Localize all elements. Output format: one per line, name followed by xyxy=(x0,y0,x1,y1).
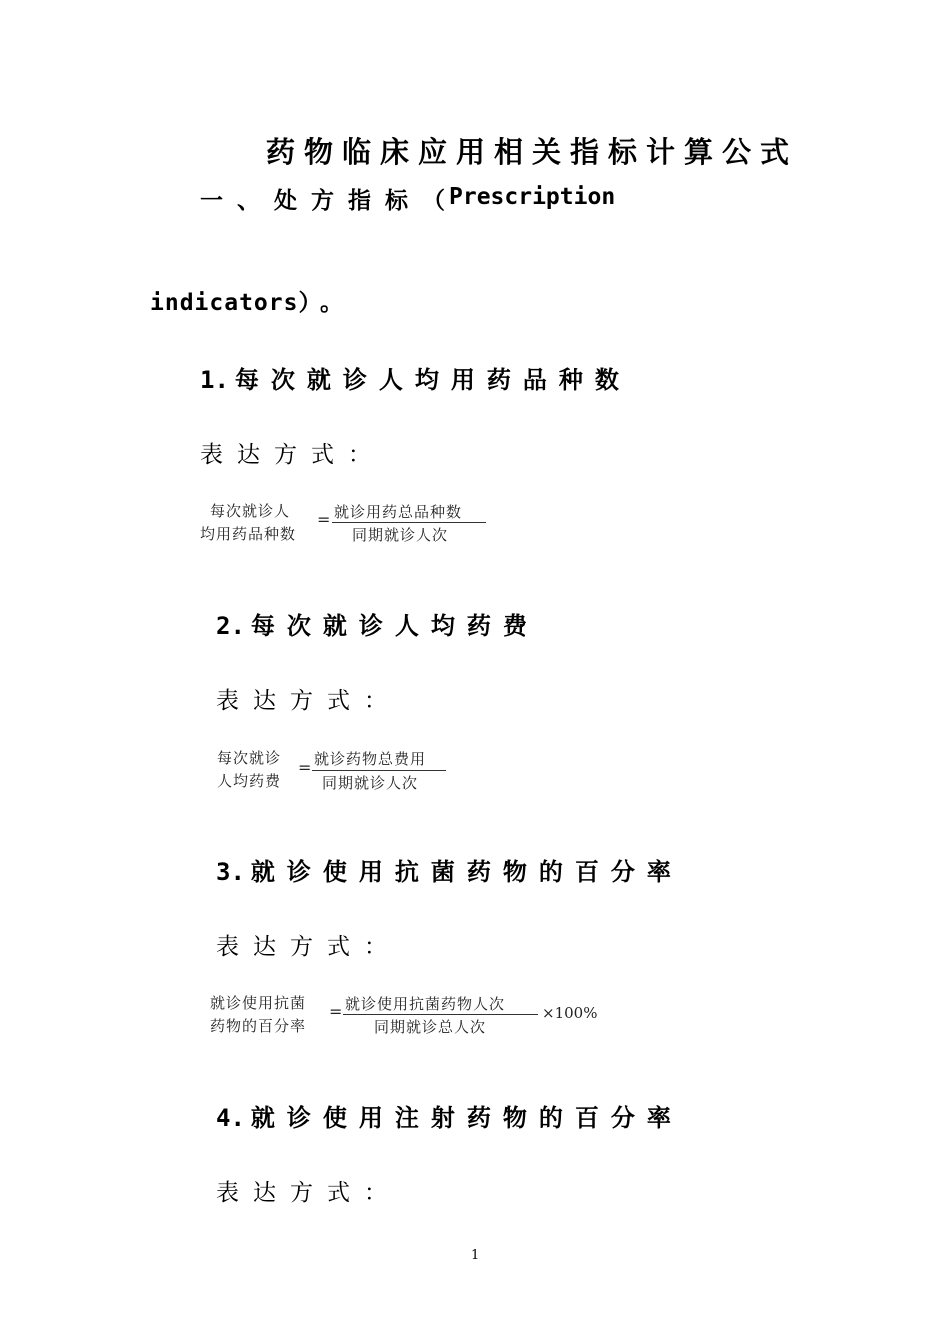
formula xyxy=(200,500,500,550)
formula-lhs-line2: 人均药费 xyxy=(217,772,282,790)
formula-denominator: 同期就诊人次 xyxy=(352,526,449,544)
item-heading-text: 就诊使用注射药物的百分率 xyxy=(250,1104,683,1132)
formula-denominator: 同期就诊人次 xyxy=(322,774,419,792)
expression-label: 表达方式： xyxy=(216,1180,401,1206)
formula xyxy=(210,992,610,1042)
formula-numerator: 就诊使用抗菌药物人次 xyxy=(345,995,506,1013)
formula-lhs-line1: 每次就诊 xyxy=(217,749,282,767)
item-number: 4. xyxy=(216,1104,245,1132)
fraction-bar xyxy=(312,770,446,771)
section-heading-english-cont: indicators xyxy=(150,290,299,316)
fraction-bar xyxy=(332,522,486,523)
expression-label: 表达方式： xyxy=(200,442,385,468)
item-number: 3. xyxy=(216,858,245,886)
section-heading-suffix: ）。 xyxy=(298,290,353,316)
formula-lhs xyxy=(210,992,306,1038)
expression-label: 表达方式： xyxy=(216,934,401,960)
section-heading-continuation xyxy=(150,284,353,317)
section-heading-english: Prescription xyxy=(449,184,616,210)
formula-numerator: 就诊用药总品种数 xyxy=(334,503,463,521)
formula-lhs-line2: 药物的百分率 xyxy=(210,1017,307,1035)
item-heading xyxy=(216,606,539,641)
formula-lhs-line1: 每次就诊人 xyxy=(210,502,291,520)
item-heading xyxy=(216,1098,683,1133)
formula-multiplier: ×100% xyxy=(542,1004,598,1022)
formula-lhs-line2: 均用药品种数 xyxy=(200,525,297,543)
page-title: 药物临床应用相关指标计算公式 xyxy=(266,135,799,169)
formula-equals: = xyxy=(329,1002,343,1021)
item-heading xyxy=(216,852,683,887)
formula-equals: = xyxy=(298,758,312,777)
expression-label: 表达方式： xyxy=(216,688,401,714)
formula xyxy=(217,747,477,797)
item-number: 2. xyxy=(216,612,245,640)
item-number: 1. xyxy=(200,366,229,394)
item-heading xyxy=(200,360,631,395)
formula-lhs xyxy=(217,747,281,793)
formula-equals: = xyxy=(317,510,331,529)
section-heading-prefix: 一、处方指标（ xyxy=(200,188,459,214)
fraction-bar xyxy=(343,1014,538,1015)
formula-lhs-line1: 就诊使用抗菌 xyxy=(210,994,307,1012)
page-number: 1 xyxy=(471,1248,480,1263)
formula-denominator: 同期就诊总人次 xyxy=(374,1018,487,1036)
formula-lhs xyxy=(200,500,296,546)
item-heading-text: 每次就诊人均用药品种数 xyxy=(234,366,631,394)
item-heading-text: 每次就诊人均药费 xyxy=(250,612,539,640)
item-heading-text: 就诊使用抗菌药物的百分率 xyxy=(250,858,683,886)
formula-numerator: 就诊药物总费用 xyxy=(314,750,427,768)
